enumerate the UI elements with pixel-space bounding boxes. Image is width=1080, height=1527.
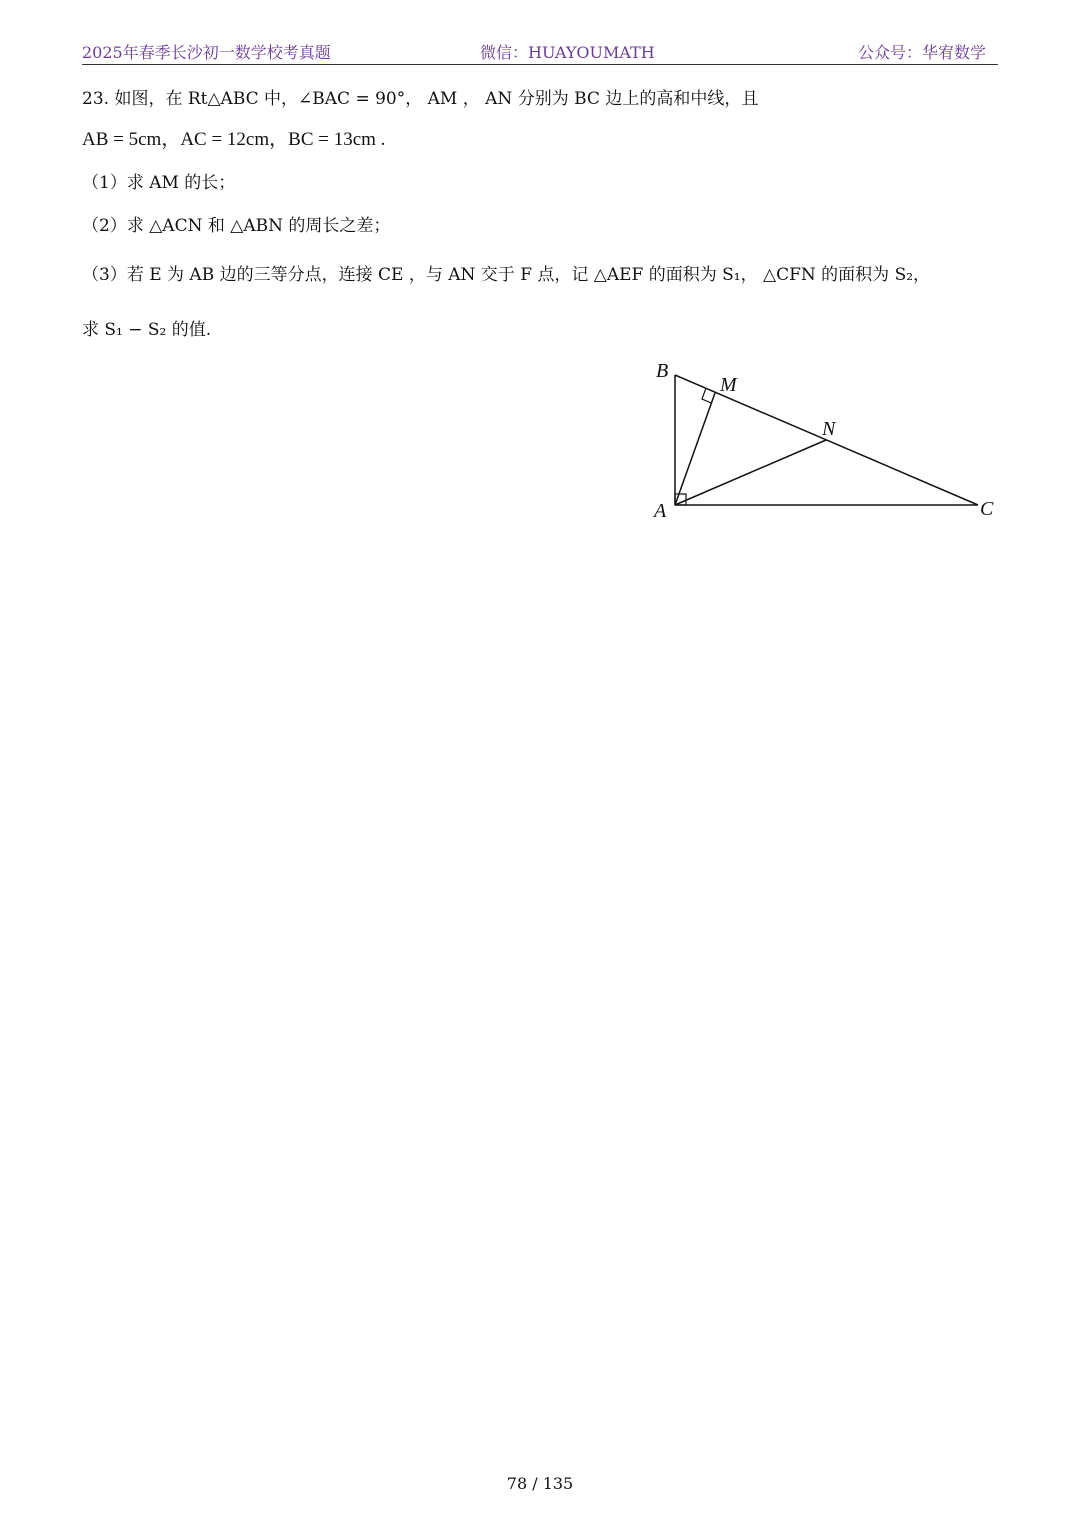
header-account: 公众号：华宥数学 <box>857 43 986 62</box>
question-part-1: （1）求 AM 的长； <box>82 173 236 193</box>
triangle-diagram <box>640 355 1010 530</box>
question-part-3: （3）若 E 为 AB 边的三等分点，连接 CE ，与 AN 交于 F 点，记 △AEF 的面积为 S₁， △CFN 的面积为 S₂， <box>82 265 931 285</box>
question-part-2: （2）求 △ACN 和 △ABN 的周长之差； <box>82 216 391 236</box>
problem-statement-line2: AB = 5cm，AC = 12cm，BC = 13cm . <box>82 129 386 150</box>
segment-an <box>675 440 826 505</box>
right-angle-mark-m <box>702 389 711 403</box>
label-b: B <box>656 360 669 382</box>
header-wechat: 微信：HUAYOUMATH <box>480 43 655 62</box>
label-a: A <box>654 500 667 522</box>
question-part-3-continued: 求 S₁ − S₂ 的值. <box>82 320 212 340</box>
problem-statement-line1: 23. 如图，在 Rt△ABC 中，∠BAC = 90°， AM ， AN 分别为 BC 边上的高和中线，且 <box>82 89 759 109</box>
label-c: C <box>980 498 994 520</box>
label-m: M <box>720 374 737 396</box>
label-n: N <box>822 418 836 440</box>
page-header <box>82 38 998 65</box>
page-number: 78 / 135 <box>506 1474 574 1493</box>
segment-am <box>675 393 715 505</box>
header-title: 2025年春季长沙初一数学校考真题 <box>82 43 331 62</box>
